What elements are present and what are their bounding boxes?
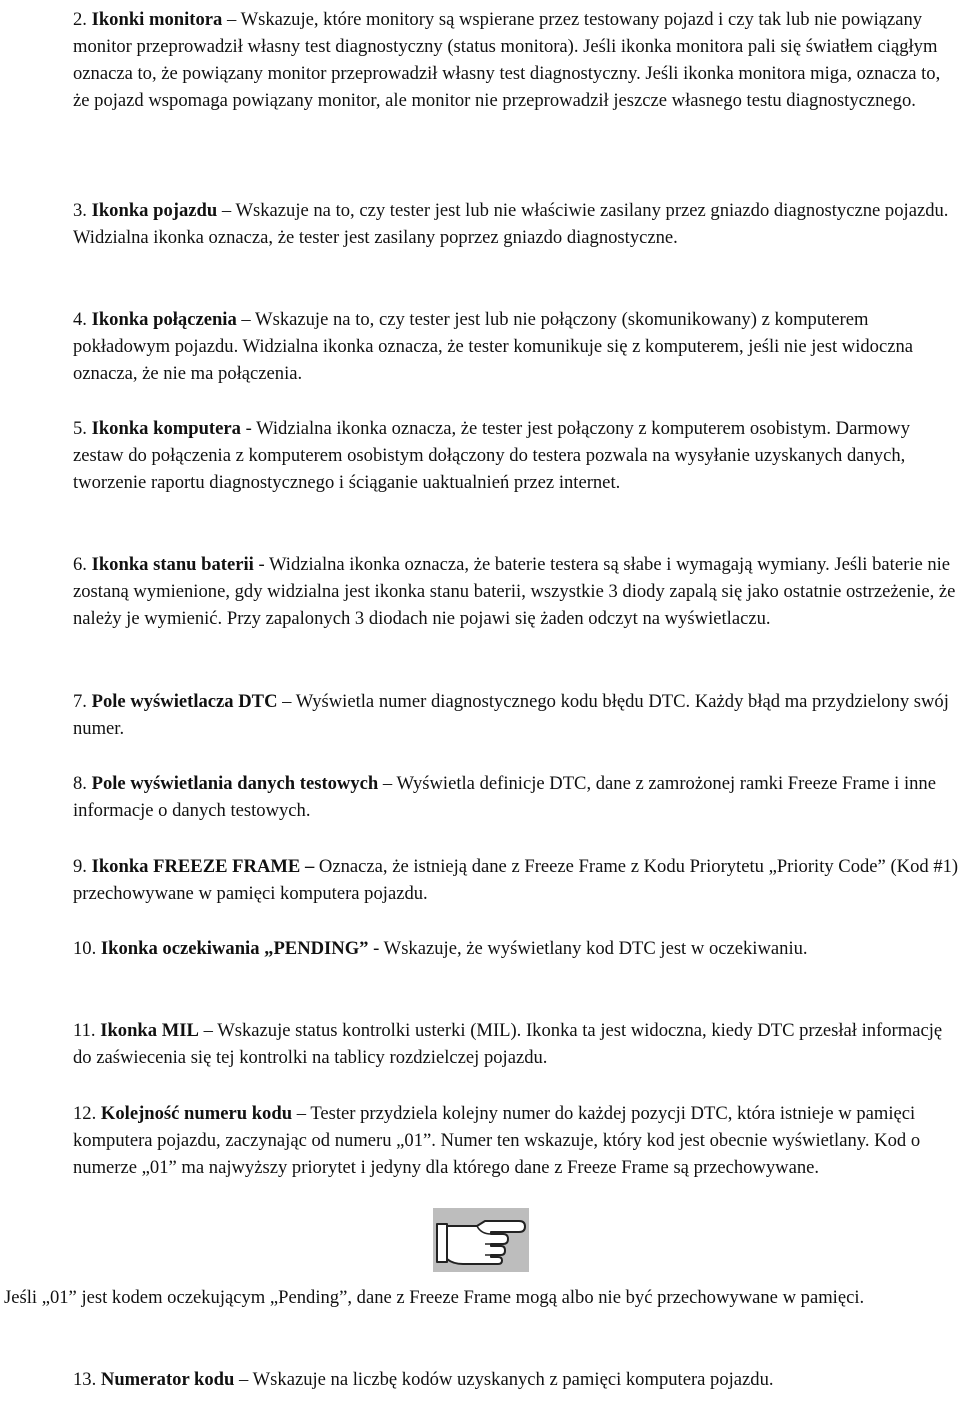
item-6: 6. Ikonka stanu baterii - Widzialna ikonka oznacza, że baterie testera są słabe i wymagają wymiany. Jeśli baterie nie zostaną wymienione, gdy widzialna jest ikonka stanu baterii, wszystkie 3 diody zapalą się jako ostatnie ostrzeżenie, że należy je wymienić. Przy zapalonych 3 diodach nie pojawi się żaden odczyt na wyświetlaczu. bbox=[73, 553, 956, 630]
item-2: 2. Ikonki monitora – Wskazuje, które monitory są wspierane przez testowany pojazd i czy tak lub nie powiązany monitor przeprowadził własny test diagnostyczny (status monitora). Jeśli ikonka monitora pali się światłem ciągłym oznacza to, że powiązany monitor przeprowadził własny test diagnostyczny. Jeśli ikonka monitora miga, oznacza to, że pojazd wspomaga powiązany monitor, ale monitor nie przeprowadził jeszcze własnego testu diagnostycznego. bbox=[73, 8, 941, 112]
item-12: 12. Kolejność numeru kodu – Tester przydziela kolejny numer do każdej pozycji DTC, która istnieje w pamięci komputera pojazdu, zaczynając od numeru „01”. Numer ten wskazuje, który kod jest obecnie wyświetlany. Kod o numerze „01” ma najwyższy priorytet i jedyny dla którego dane z Freeze Frame są przechowywane. bbox=[73, 1102, 921, 1179]
pointing-hand-icon bbox=[433, 1208, 529, 1272]
item-title: Ikonka pojazdu bbox=[91, 199, 218, 221]
item-title: Numerator kodu bbox=[100, 1368, 235, 1390]
item-10: 10. Ikonka oczekiwania „PENDING” - Wskazuje, że wyświetlany kod DTC jest w oczekiwaniu. bbox=[73, 937, 808, 959]
item-3: 3. Ikonka pojazdu – Wskazuje na to, czy tester jest lub nie właściwie zasilany przez gniazdo diagnostyczne pojazdu. Widzialna ikonka oznacza, że tester jest zasilany poprzez gniazdo diagnostyczne. bbox=[73, 199, 949, 248]
item-title: Kolejność numeru kodu bbox=[100, 1102, 293, 1124]
item-11: 11. Ikonka MIL – Wskazuje status kontrolki usterki (MIL). Ikonka ta jest widoczna, kiedy DTC przesłał informację do zaświecenia się tej kontrolki na tablicy rozdzielczej pojazdu. bbox=[73, 1019, 943, 1068]
item-title: Pole wyświetlacza DTC bbox=[91, 690, 278, 712]
item-title: Ikonki monitora bbox=[91, 8, 223, 30]
item-title: Ikonka połączenia bbox=[91, 308, 237, 330]
item-5: 5. Ikonka komputera - Widzialna ikonka oznacza, że tester jest połączony z komputerem osobistym. Darmowy zestaw do połączenia z komputerem osobistym dołączony do testera pozwala na wysyłanie uzyskanych danych, tworzenie raportu diagnostycznego i ściąganie uaktualnień przez internet. bbox=[73, 417, 911, 494]
item-title: Pole wyświetlania danych testowych bbox=[91, 772, 379, 794]
item-title: Ikonka stanu baterii bbox=[91, 553, 254, 575]
item-13: 13. Numerator kodu – Wskazuje na liczbę kodów uzyskanych z pamięci komputera pojazdu. bbox=[73, 1368, 774, 1390]
item-title: Ikonka MIL bbox=[100, 1019, 199, 1041]
item-title: Ikonka komputera bbox=[91, 417, 241, 439]
item-9: 9. Ikonka FREEZE FRAME – Oznacza, że istnieją dane z Freeze Frame z Kodu Priorytetu „Priority Code” (Kod #1) przechowywane w pamięci komputera pojazdu. bbox=[73, 855, 959, 904]
item-7: 7. Pole wyświetlacza DTC – Wyświetla numer diagnostycznego kodu błędu DTC. Każdy błąd ma przydzielony swój numer. bbox=[73, 690, 949, 739]
item-8: 8. Pole wyświetlania danych testowych – Wyświetla definicje DTC, dane z zamrożonej ramki Freeze Frame i inne informacje o danych testowych. bbox=[73, 772, 936, 821]
pending-note: Jeśli „01” jest kodem oczekującym „Pending”, dane z Freeze Frame mogą albo nie być przechowywane w pamięci. bbox=[4, 1286, 865, 1308]
item-title: Ikonka oczekiwania „PENDING” bbox=[100, 937, 369, 959]
item-4: 4. Ikonka połączenia – Wskazuje na to, czy tester jest lub nie połączony (skomunikowany) z komputerem pokładowym pojazdu. Widzialna ikonka oznacza, że tester komunikuje się z komputerem, jeśli nie jest widoczna oznacza, że nie ma połączenia. bbox=[73, 308, 914, 385]
item-title: Ikonka FREEZE FRAME – bbox=[91, 855, 315, 877]
